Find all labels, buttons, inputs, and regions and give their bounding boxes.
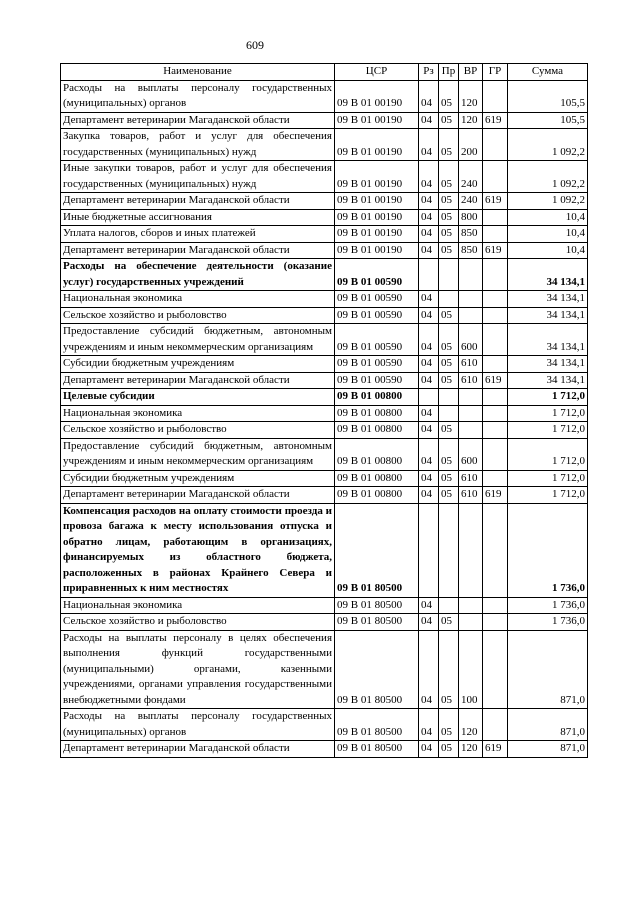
cell-pr: 05 xyxy=(439,324,459,356)
cell-csr: 09 В 01 00800 xyxy=(335,438,419,470)
cell-vr: 120 xyxy=(459,80,483,112)
cell-gr xyxy=(483,324,508,356)
cell-vr xyxy=(459,614,483,631)
table-row xyxy=(61,259,588,291)
table-row xyxy=(61,324,588,356)
cell-name: Расходы на выплаты персоналу государственных (муниципальных) органов xyxy=(61,80,335,112)
cell-pr: 05 xyxy=(439,161,459,193)
cell-name: Расходы на обеспечение деятельности (оказание услуг) государственных учреждений xyxy=(61,259,335,291)
cell-sum: 34 134,1 xyxy=(508,356,588,373)
cell-gr: 619 xyxy=(483,741,508,758)
cell-csr: 09 В 01 00190 xyxy=(335,209,419,226)
cell-name: Сельское хозяйство и рыболовство xyxy=(61,614,335,631)
cell-name: Предоставление субсидий бюджетным, автономным учреждениям и иным некоммерческим организациям xyxy=(61,324,335,356)
cell-csr: 09 В 01 00190 xyxy=(335,129,419,161)
table-row xyxy=(61,226,588,243)
cell-gr xyxy=(483,503,508,597)
cell-sum: 105,5 xyxy=(508,112,588,129)
cell-pr: 05 xyxy=(439,741,459,758)
cell-pr: 05 xyxy=(439,242,459,259)
cell-pr: 05 xyxy=(439,226,459,243)
cell-name: Предоставление субсидий бюджетным, автономным учреждениям и иным некоммерческим организациям xyxy=(61,438,335,470)
cell-gr: 619 xyxy=(483,242,508,259)
cell-csr: 09 В 01 80500 xyxy=(335,614,419,631)
cell-name: Расходы на выплаты персоналу государственных (муниципальных) органов xyxy=(61,709,335,741)
cell-rz: 04 xyxy=(419,129,439,161)
cell-csr: 09 В 01 00800 xyxy=(335,487,419,504)
table-row xyxy=(61,405,588,422)
cell-csr: 09 В 01 00590 xyxy=(335,259,419,291)
cell-gr xyxy=(483,259,508,291)
cell-csr: 09 В 01 00590 xyxy=(335,307,419,324)
cell-pr xyxy=(439,291,459,308)
header-pr: Пр xyxy=(439,64,459,81)
cell-sum: 1 736,0 xyxy=(508,597,588,614)
cell-csr: 09 В 01 80500 xyxy=(335,741,419,758)
cell-vr: 610 xyxy=(459,470,483,487)
cell-gr xyxy=(483,356,508,373)
cell-sum: 105,5 xyxy=(508,80,588,112)
cell-gr xyxy=(483,209,508,226)
cell-pr: 05 xyxy=(439,209,459,226)
cell-name: Национальная экономика xyxy=(61,405,335,422)
cell-name: Национальная экономика xyxy=(61,597,335,614)
cell-gr xyxy=(483,597,508,614)
cell-rz: 04 xyxy=(419,80,439,112)
cell-sum: 10,4 xyxy=(508,242,588,259)
table-row xyxy=(61,741,588,758)
cell-name: Сельское хозяйство и рыболовство xyxy=(61,307,335,324)
cell-pr: 05 xyxy=(439,422,459,439)
cell-vr xyxy=(459,503,483,597)
cell-pr: 05 xyxy=(439,356,459,373)
cell-rz: 04 xyxy=(419,372,439,389)
cell-vr: 610 xyxy=(459,487,483,504)
cell-name: Департамент ветеринарии Магаданской области xyxy=(61,487,335,504)
cell-csr: 09 В 01 00800 xyxy=(335,389,419,406)
cell-pr: 05 xyxy=(439,438,459,470)
cell-sum: 1 712,0 xyxy=(508,422,588,439)
cell-csr: 09 В 01 00190 xyxy=(335,161,419,193)
cell-pr xyxy=(439,597,459,614)
cell-rz: 04 xyxy=(419,422,439,439)
cell-csr: 09 В 01 80500 xyxy=(335,630,419,709)
cell-sum: 1 712,0 xyxy=(508,389,588,406)
table-header-row xyxy=(61,64,588,81)
table-row xyxy=(61,487,588,504)
cell-csr: 09 В 01 00190 xyxy=(335,193,419,210)
cell-vr: 600 xyxy=(459,438,483,470)
cell-sum: 10,4 xyxy=(508,209,588,226)
cell-rz: 04 xyxy=(419,741,439,758)
table-row xyxy=(61,161,588,193)
cell-name: Департамент ветеринарии Магаданской области xyxy=(61,112,335,129)
table-row xyxy=(61,80,588,112)
cell-vr: 200 xyxy=(459,129,483,161)
cell-vr xyxy=(459,597,483,614)
cell-csr: 09 В 01 00800 xyxy=(335,422,419,439)
cell-gr: 619 xyxy=(483,193,508,210)
table-row xyxy=(61,209,588,226)
table-row xyxy=(61,129,588,161)
cell-sum: 34 134,1 xyxy=(508,259,588,291)
cell-gr: 619 xyxy=(483,372,508,389)
table-row xyxy=(61,470,588,487)
cell-gr xyxy=(483,161,508,193)
cell-rz: 04 xyxy=(419,161,439,193)
table-row xyxy=(61,242,588,259)
cell-csr: 09 В 01 80500 xyxy=(335,597,419,614)
table-row xyxy=(61,597,588,614)
cell-name: Уплата налогов, сборов и иных платежей xyxy=(61,226,335,243)
cell-rz: 04 xyxy=(419,226,439,243)
table-row xyxy=(61,503,588,597)
table-row xyxy=(61,356,588,373)
header-rz: Рз xyxy=(419,64,439,81)
table-row xyxy=(61,614,588,631)
cell-rz: 04 xyxy=(419,291,439,308)
cell-gr xyxy=(483,129,508,161)
cell-csr: 09 В 01 00190 xyxy=(335,112,419,129)
cell-vr xyxy=(459,259,483,291)
table-row xyxy=(61,372,588,389)
cell-pr xyxy=(439,259,459,291)
table-row xyxy=(61,389,588,406)
cell-vr xyxy=(459,405,483,422)
cell-sum: 871,0 xyxy=(508,741,588,758)
cell-gr xyxy=(483,614,508,631)
cell-gr xyxy=(483,291,508,308)
cell-vr: 600 xyxy=(459,324,483,356)
cell-vr: 610 xyxy=(459,372,483,389)
cell-sum: 10,4 xyxy=(508,226,588,243)
cell-sum: 34 134,1 xyxy=(508,372,588,389)
cell-csr: 09 В 01 00590 xyxy=(335,356,419,373)
cell-vr xyxy=(459,422,483,439)
cell-vr: 100 xyxy=(459,630,483,709)
cell-vr: 610 xyxy=(459,356,483,373)
cell-sum: 1 736,0 xyxy=(508,503,588,597)
cell-name: Департамент ветеринарии Магаданской области xyxy=(61,193,335,210)
cell-name: Целевые субсидии xyxy=(61,389,335,406)
table-row xyxy=(61,307,588,324)
cell-rz: 04 xyxy=(419,438,439,470)
table-row xyxy=(61,709,588,741)
cell-csr: 09 В 01 00590 xyxy=(335,291,419,308)
cell-csr: 09 В 01 80500 xyxy=(335,709,419,741)
cell-sum: 1 092,2 xyxy=(508,161,588,193)
cell-vr xyxy=(459,389,483,406)
cell-rz: 04 xyxy=(419,487,439,504)
header-name: Наименование xyxy=(61,64,335,81)
cell-sum: 1 092,2 xyxy=(508,129,588,161)
cell-rz xyxy=(419,259,439,291)
cell-gr xyxy=(483,630,508,709)
cell-pr: 05 xyxy=(439,614,459,631)
cell-pr xyxy=(439,389,459,406)
cell-vr: 120 xyxy=(459,112,483,129)
cell-sum: 1 712,0 xyxy=(508,405,588,422)
cell-rz: 04 xyxy=(419,307,439,324)
cell-pr: 05 xyxy=(439,372,459,389)
cell-pr: 05 xyxy=(439,487,459,504)
cell-rz: 04 xyxy=(419,193,439,210)
cell-gr: 619 xyxy=(483,487,508,504)
cell-gr: 619 xyxy=(483,112,508,129)
cell-rz: 04 xyxy=(419,597,439,614)
cell-name: Субсидии бюджетным учреждениям xyxy=(61,356,335,373)
cell-csr: 09 В 01 00190 xyxy=(335,226,419,243)
cell-rz xyxy=(419,389,439,406)
cell-rz: 04 xyxy=(419,614,439,631)
cell-sum: 1 092,2 xyxy=(508,193,588,210)
cell-gr xyxy=(483,307,508,324)
cell-gr xyxy=(483,422,508,439)
cell-sum: 34 134,1 xyxy=(508,307,588,324)
cell-name: Национальная экономика xyxy=(61,291,335,308)
cell-pr: 05 xyxy=(439,709,459,741)
cell-rz: 04 xyxy=(419,356,439,373)
cell-vr xyxy=(459,291,483,308)
cell-rz: 04 xyxy=(419,470,439,487)
cell-csr: 09 В 01 80500 xyxy=(335,503,419,597)
cell-gr xyxy=(483,470,508,487)
budget-table xyxy=(60,63,588,758)
cell-name: Департамент ветеринарии Магаданской области xyxy=(61,242,335,259)
cell-vr: 240 xyxy=(459,161,483,193)
cell-sum: 1 712,0 xyxy=(508,487,588,504)
table-row xyxy=(61,438,588,470)
table-row xyxy=(61,422,588,439)
cell-pr: 05 xyxy=(439,129,459,161)
cell-gr xyxy=(483,709,508,741)
cell-vr: 850 xyxy=(459,242,483,259)
cell-csr: 09 В 01 00590 xyxy=(335,324,419,356)
table-row xyxy=(61,630,588,709)
cell-vr: 120 xyxy=(459,741,483,758)
cell-rz: 04 xyxy=(419,209,439,226)
cell-pr: 05 xyxy=(439,80,459,112)
cell-sum: 871,0 xyxy=(508,630,588,709)
cell-rz xyxy=(419,503,439,597)
cell-sum: 1 712,0 xyxy=(508,438,588,470)
cell-pr: 05 xyxy=(439,112,459,129)
header-csr: ЦСР xyxy=(335,64,419,81)
table-row xyxy=(61,291,588,308)
cell-name: Департамент ветеринарии Магаданской области xyxy=(61,372,335,389)
cell-csr: 09 В 01 00190 xyxy=(335,80,419,112)
cell-csr: 09 В 01 00800 xyxy=(335,405,419,422)
cell-name: Департамент ветеринарии Магаданской области xyxy=(61,741,335,758)
cell-pr: 05 xyxy=(439,193,459,210)
cell-name: Закупка товаров, работ и услуг для обеспечения государственных (муниципальных) нужд xyxy=(61,129,335,161)
header-sum: Сумма xyxy=(508,64,588,81)
cell-name: Расходы на выплаты персоналу в целях обеспечения выполнения функций государственными (муниципальными) органами, казенными учреждениями, органами управления государственными внебюджетными фондами xyxy=(61,630,335,709)
cell-gr xyxy=(483,438,508,470)
cell-name: Иные бюджетные ассигнования xyxy=(61,209,335,226)
cell-sum: 871,0 xyxy=(508,709,588,741)
header-gr: ГР xyxy=(483,64,508,81)
table-body xyxy=(61,80,588,757)
cell-name: Иные закупки товаров, работ и услуг для обеспечения государственных (муниципальных) нужд xyxy=(61,161,335,193)
cell-vr: 240 xyxy=(459,193,483,210)
cell-pr: 05 xyxy=(439,307,459,324)
cell-sum: 1 712,0 xyxy=(508,470,588,487)
cell-gr xyxy=(483,80,508,112)
cell-sum: 34 134,1 xyxy=(508,291,588,308)
table-row xyxy=(61,193,588,210)
cell-csr: 09 В 01 00590 xyxy=(335,372,419,389)
cell-sum: 1 736,0 xyxy=(508,614,588,631)
cell-name: Сельское хозяйство и рыболовство xyxy=(61,422,335,439)
header-vr: ВР xyxy=(459,64,483,81)
cell-vr: 800 xyxy=(459,209,483,226)
cell-vr: 850 xyxy=(459,226,483,243)
cell-vr xyxy=(459,307,483,324)
cell-rz: 04 xyxy=(419,112,439,129)
cell-rz: 04 xyxy=(419,324,439,356)
page-number: 609 xyxy=(246,38,264,52)
cell-rz: 04 xyxy=(419,709,439,741)
cell-name: Субсидии бюджетным учреждениям xyxy=(61,470,335,487)
cell-pr: 05 xyxy=(439,630,459,709)
cell-pr: 05 xyxy=(439,470,459,487)
cell-gr xyxy=(483,389,508,406)
cell-pr xyxy=(439,503,459,597)
cell-vr: 120 xyxy=(459,709,483,741)
cell-gr xyxy=(483,226,508,243)
cell-rz: 04 xyxy=(419,630,439,709)
cell-sum: 34 134,1 xyxy=(508,324,588,356)
table-row xyxy=(61,112,588,129)
cell-csr: 09 В 01 00190 xyxy=(335,242,419,259)
cell-csr: 09 В 01 00800 xyxy=(335,470,419,487)
cell-rz: 04 xyxy=(419,242,439,259)
cell-pr xyxy=(439,405,459,422)
cell-gr xyxy=(483,405,508,422)
cell-rz: 04 xyxy=(419,405,439,422)
cell-name: Компенсация расходов на оплату стоимости проезда и провоза багажа к месту использования отпуска и обратно лицам, работающим в организациях, финансируемых из областного бюджета, расположенных в районах Крайнего Севера и приравненных к ним местностях xyxy=(61,503,335,597)
